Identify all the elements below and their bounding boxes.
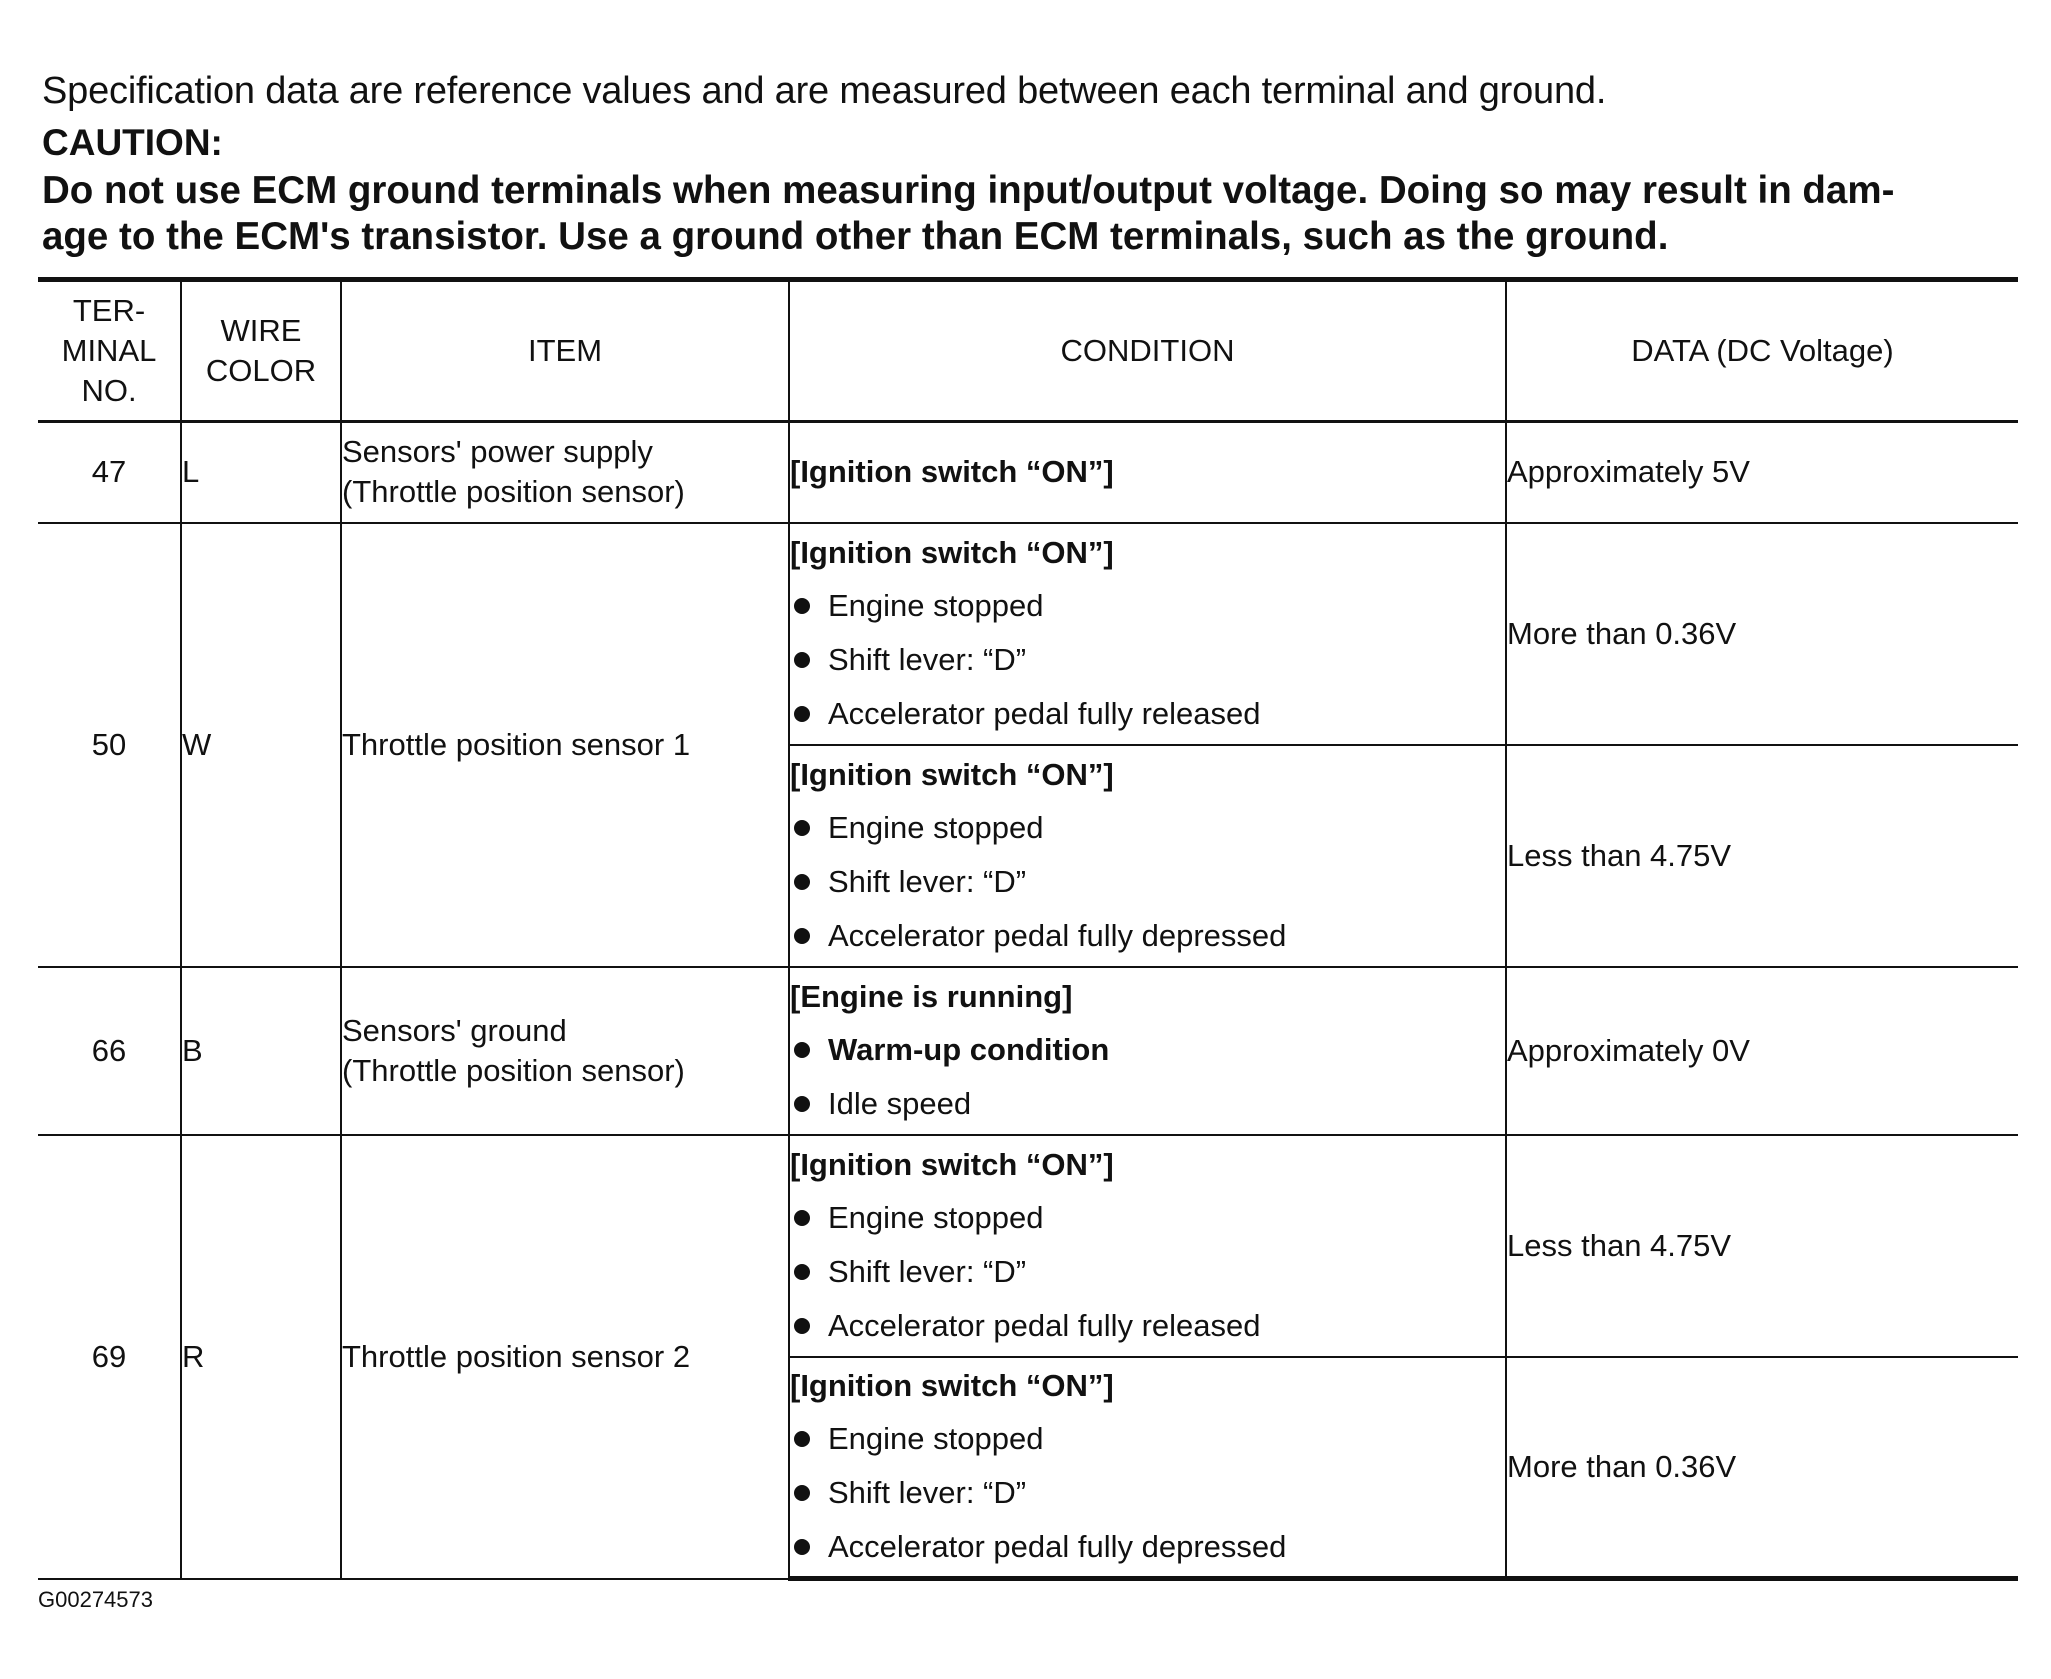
condition-text: Engine stopped xyxy=(828,1420,1044,1456)
condition-text: Shift lever: “D” xyxy=(828,1253,1027,1289)
header-terminal-no xyxy=(38,280,181,422)
wire-color: B xyxy=(181,967,341,1135)
condition-text: Engine stopped xyxy=(828,587,1044,623)
data-value: Approximately 0V xyxy=(1506,967,2018,1135)
header-data: DATA (DC Voltage) xyxy=(1506,280,2018,422)
terminal-spec-table xyxy=(38,277,2018,1581)
condition-text: Idle speed xyxy=(828,1085,972,1121)
header-item: ITEM xyxy=(341,280,789,422)
condition-text: Warm-up condition xyxy=(828,1031,1110,1067)
condition-bullet xyxy=(790,1245,1505,1299)
data-value: Less than 4.75V xyxy=(1506,1135,2018,1357)
header-wire-color xyxy=(181,280,341,422)
bullet-icon xyxy=(794,928,810,944)
condition-bullet xyxy=(790,1077,1505,1131)
condition-bullet xyxy=(790,1023,1505,1077)
condition-text: Accelerator pedal fully released xyxy=(828,1307,1261,1343)
item-line: Sensors' ground xyxy=(342,1012,567,1048)
wire-color: R xyxy=(181,1135,341,1579)
figure-id: G00274573 xyxy=(38,1587,153,1612)
data-value: More than 0.36V xyxy=(1506,1357,2018,1579)
condition-text: Engine stopped xyxy=(828,809,1044,845)
bullet-icon xyxy=(794,874,810,890)
condition-cell xyxy=(789,745,1506,967)
bullet-icon xyxy=(794,1210,810,1226)
condition-text: Accelerator pedal fully depressed xyxy=(828,917,1287,953)
condition-cell xyxy=(789,1135,1506,1357)
bullet-icon xyxy=(794,1431,810,1447)
bullet-icon xyxy=(794,598,810,614)
header-wire-line: COLOR xyxy=(205,353,317,388)
condition-bullet xyxy=(790,1520,1505,1574)
caution-body xyxy=(42,168,2032,260)
condition-text: Shift lever: “D” xyxy=(828,863,1027,899)
table-row xyxy=(38,967,2018,1135)
condition-heading: [Ignition switch “ON”] xyxy=(790,1146,1114,1182)
condition-heading: [Ignition switch “ON”] xyxy=(790,756,1114,792)
table-header-row xyxy=(38,280,2018,422)
condition-heading: [Ignition switch “ON”] xyxy=(790,454,1114,490)
item-line: (Throttle position sensor) xyxy=(342,474,685,510)
wire-color: L xyxy=(181,422,341,523)
item-cell xyxy=(341,1135,789,1579)
item-line: Throttle position sensor 2 xyxy=(342,1338,691,1374)
condition-cell xyxy=(789,523,1506,745)
header-terminal-line: NO. xyxy=(81,373,137,408)
condition-heading: [Engine is running] xyxy=(790,978,1073,1014)
item-line: (Throttle position sensor) xyxy=(342,1052,685,1088)
terminal-number: 47 xyxy=(38,422,181,523)
bullet-icon xyxy=(794,1539,810,1555)
condition-text: Accelerator pedal fully depressed xyxy=(828,1528,1287,1564)
condition-text: Shift lever: “D” xyxy=(828,641,1027,677)
bullet-icon xyxy=(794,706,810,722)
condition-cell xyxy=(789,422,1506,523)
table-row xyxy=(38,1135,2018,1357)
item-cell xyxy=(341,967,789,1135)
table-row xyxy=(38,523,2018,745)
bullet-icon xyxy=(794,1264,810,1280)
terminal-number: 66 xyxy=(38,967,181,1135)
condition-bullet xyxy=(790,687,1505,741)
wire-color: W xyxy=(181,523,341,967)
bullet-icon xyxy=(794,1042,810,1058)
item-cell xyxy=(341,523,789,967)
condition-bullet xyxy=(790,855,1505,909)
condition-text: Engine stopped xyxy=(828,1199,1044,1235)
condition-text: Accelerator pedal fully released xyxy=(828,695,1261,731)
terminal-number: 69 xyxy=(38,1135,181,1579)
bullet-icon xyxy=(794,652,810,668)
condition-bullet xyxy=(790,579,1505,633)
condition-bullet xyxy=(790,1191,1505,1245)
caution-line-2: age to the ECM's transistor. Use a ground other than ECM terminals, such as the ground. xyxy=(42,215,1669,258)
bullet-icon xyxy=(794,1096,810,1112)
condition-bullet xyxy=(790,1466,1505,1520)
data-value: More than 0.36V xyxy=(1506,523,2018,745)
condition-text: Shift lever: “D” xyxy=(828,1474,1027,1510)
condition-bullet xyxy=(790,909,1505,963)
bullet-icon xyxy=(794,1318,810,1334)
condition-bullet xyxy=(790,633,1505,687)
data-value: Approximately 5V xyxy=(1506,422,2018,523)
condition-cell xyxy=(789,967,1506,1135)
condition-bullet xyxy=(790,801,1505,855)
condition-heading: [Ignition switch “ON”] xyxy=(790,1367,1114,1403)
data-value: Less than 4.75V xyxy=(1506,745,2018,967)
item-line: Throttle position sensor 1 xyxy=(342,726,691,762)
header-terminal-line: MINAL xyxy=(61,333,157,368)
condition-cell xyxy=(789,1357,1506,1579)
condition-heading: [Ignition switch “ON”] xyxy=(790,534,1114,570)
condition-bullet xyxy=(790,1412,1505,1466)
intro-text: Specification data are reference values and are measured between each terminal and ground. xyxy=(42,70,1607,112)
item-line: Sensors' power supply xyxy=(342,434,653,470)
header-wire-line: WIRE xyxy=(220,313,302,348)
terminal-number: 50 xyxy=(38,523,181,967)
caution-title: CAUTION: xyxy=(42,122,223,163)
table-row xyxy=(38,422,2018,523)
bullet-icon xyxy=(794,820,810,836)
caution-line-1: Do not use ECM ground terminals when measuring input/output voltage. Doing so may result in dam- xyxy=(42,169,1895,212)
bullet-icon xyxy=(794,1485,810,1501)
header-terminal-line: TER- xyxy=(72,293,146,328)
condition-bullet xyxy=(790,1299,1505,1353)
item-cell xyxy=(341,422,789,523)
header-condition: CONDITION xyxy=(789,280,1506,422)
